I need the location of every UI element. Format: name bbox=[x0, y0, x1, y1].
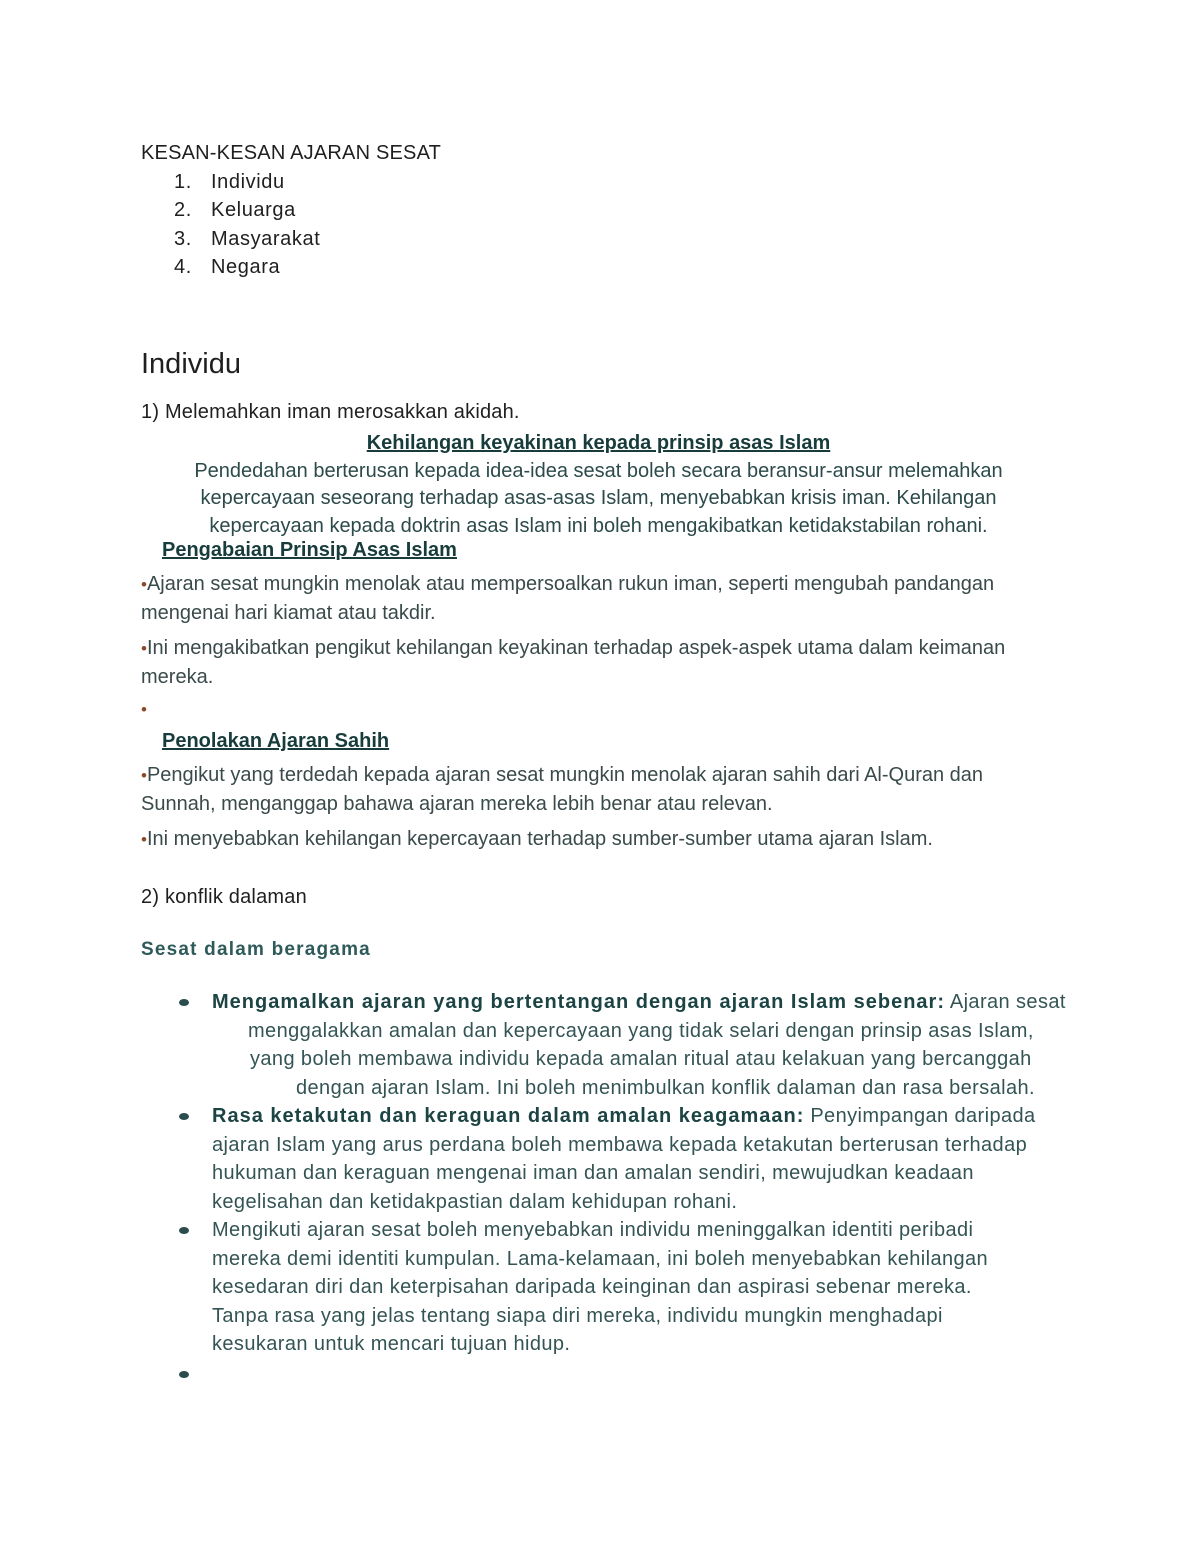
center-line: kepercayaan kepada doktrin asas Islam ini boleh mengakibatkan ketidakstabilan rohani. bbox=[209, 514, 988, 537]
toc-number: 1. bbox=[174, 171, 192, 193]
toc-number: 2. bbox=[174, 199, 192, 221]
heading-pengabaian: Pengabaian Prinsip Asas Islam bbox=[162, 539, 457, 561]
heading-penolakan: Penolakan Ajaran Sahih bbox=[162, 730, 390, 752]
toc-label: Negara bbox=[211, 256, 281, 278]
bullet-icon: • bbox=[141, 766, 147, 785]
list-item-first-line: Mengikuti ajaran sesat boleh menyebabkan individu meninggalkan identiti peribadi bbox=[212, 1219, 974, 1241]
bullet-icon: • bbox=[141, 700, 147, 719]
list-item-text: Penyimpangan daripada bbox=[804, 1105, 1036, 1127]
section-heading: Individu bbox=[141, 348, 241, 380]
list-item-line: hukuman dan keraguan mengenai iman dan amalan sendiri, mewujudkan keadaan bbox=[212, 1162, 974, 1184]
bullet-icon: • bbox=[141, 575, 147, 594]
list-item-line: ajaran Islam yang arus perdana boleh membawa kepada ketakutan berterusan terhadap bbox=[212, 1133, 1028, 1156]
bullet-icon: • bbox=[141, 639, 147, 658]
list-item-line: kesukaran untuk mencari tujuan hidup. bbox=[212, 1333, 571, 1355]
bullet-paragraph bbox=[141, 634, 1056, 692]
toc-number: 4. bbox=[174, 256, 192, 278]
list-item-line: kesedaran diri dan keterpisahan daripada keinginan dan aspirasi sebenar mereka. bbox=[212, 1276, 972, 1298]
bullet-paragraph bbox=[141, 570, 1056, 628]
list-item-line: mereka demi identiti kumpulan. Lama-kelamaan, ini boleh menyebabkan kehilangan bbox=[212, 1247, 989, 1270]
paragraph-text: Ini mengakibatkan pengikut kehilangan keyakinan terhadap aspek-aspek utama dalam keimanan mereka. bbox=[141, 637, 1006, 688]
list-item-line: Tanpa rasa yang jelas tentang siapa diri mereka, individu mungkin menghadapi bbox=[212, 1304, 943, 1327]
list-item-first-line bbox=[212, 988, 1072, 1017]
list-item bbox=[212, 1102, 1072, 1216]
point-two: 2) konflik dalaman bbox=[141, 886, 307, 908]
center-heading: Kehilangan keyakinan kepada prinsip asas Islam bbox=[366, 432, 831, 454]
list-item bbox=[212, 988, 1072, 1102]
toc-item bbox=[174, 228, 320, 251]
center-block bbox=[141, 430, 1056, 540]
list-bullet-icon bbox=[179, 1371, 189, 1378]
paragraph-text: Ini menyebabkan kehilangan kepercayaan terhadap sumber-sumber utama ajaran Islam. bbox=[146, 828, 933, 850]
paragraph-text: Pengikut yang terdedah kepada ajaran sesat mungkin menolak ajaran sahih dari Al-Quran dan Sunnah, menganggap bahawa ajaran mereka lebih benar atau relevan. bbox=[141, 764, 984, 815]
list-item-first-line bbox=[212, 1102, 1072, 1131]
list-bullet-icon bbox=[179, 999, 189, 1006]
bullet-icon: • bbox=[141, 830, 147, 849]
list-item-line: menggalakkan amalan dan kepercayaan yang tidak selari dengan prinsip asas Islam, bbox=[248, 1019, 1034, 1042]
paragraph-text: Ajaran sesat mungkin menolak atau mempersoalkan rukun iman, seperti mengubah pandangan mengenai hari kiamat atau takdir. bbox=[141, 573, 995, 624]
bullet-paragraph bbox=[141, 761, 1056, 819]
list-item-line: dengan ajaran Islam. Ini boleh menimbulkan konflik dalaman dan rasa bersalah. bbox=[296, 1076, 1036, 1099]
list-item-line: yang boleh membawa individu kepada amalan ritual atau kelakuan yang bercanggah bbox=[250, 1048, 1032, 1070]
toc-label: Masyarakat bbox=[211, 228, 321, 250]
list-item-line: kegelisahan dan ketidakpastian dalam kehidupan rohani. bbox=[212, 1190, 738, 1213]
list-item-bold: Rasa ketakutan dan keraguan dalam amalan keagamaan: bbox=[212, 1105, 805, 1127]
list-item bbox=[212, 1216, 1072, 1359]
list-item-text: Ajaran sesat bbox=[945, 991, 1066, 1013]
point-one: 1) Melemahkan iman merosakkan akidah. bbox=[141, 401, 520, 423]
toc-label: Individu bbox=[211, 171, 285, 193]
toc-number: 3. bbox=[174, 228, 192, 250]
center-line: Pendedahan berterusan kepada idea-idea sesat boleh secara beransur-ansur melemahkan bbox=[194, 459, 1003, 482]
center-line: kepercayaan seseorang terhadap asas-asas Islam, menyebabkan krisis iman. Kehilangan bbox=[200, 487, 997, 510]
toc-label: Keluarga bbox=[211, 199, 296, 221]
sesat-heading: Sesat dalam beragama bbox=[141, 939, 371, 960]
document-title: KESAN-KESAN AJARAN SESAT bbox=[141, 142, 442, 164]
list-bullet-icon bbox=[179, 1113, 189, 1120]
bullet-paragraph bbox=[141, 825, 1056, 854]
list-bullet-icon bbox=[179, 1227, 189, 1234]
toc-item bbox=[174, 171, 285, 194]
toc-item bbox=[174, 199, 296, 222]
empty-bullet bbox=[141, 695, 1056, 724]
toc-item bbox=[174, 256, 280, 279]
list-item-bold: Mengamalkan ajaran yang bertentangan dengan ajaran Islam sebenar: bbox=[212, 991, 945, 1013]
